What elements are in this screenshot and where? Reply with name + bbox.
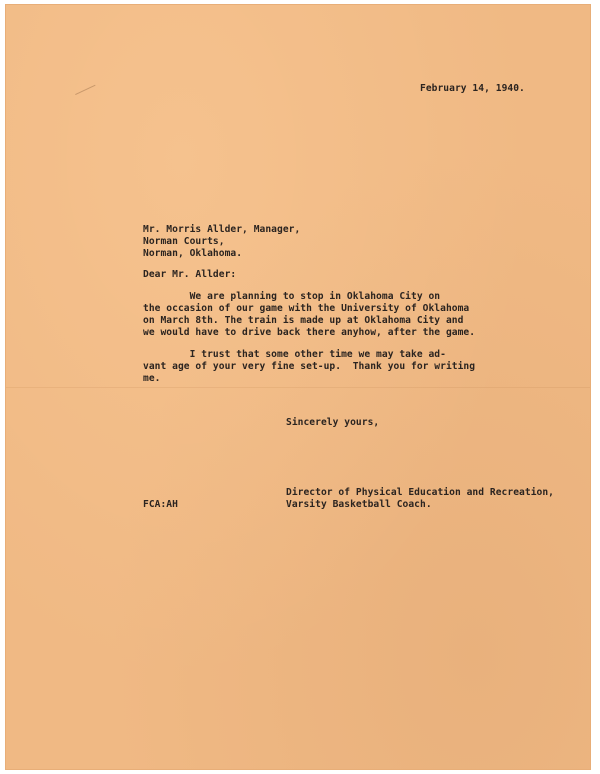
recipient-line-1: Mr. Morris Allder, Manager, xyxy=(143,224,301,235)
signature-title-line-2: Varsity Basketball Coach. xyxy=(286,499,432,510)
pencil-mark xyxy=(75,85,99,102)
body-paragraph-2-line-1: I trust that some other time we may take ad- xyxy=(143,349,446,360)
letter-date: February 14, 1940. xyxy=(420,83,525,94)
letter-page xyxy=(6,5,590,769)
body-paragraph-1-line-1: We are planning to stop in Oklahoma City on xyxy=(143,291,441,302)
body-paragraph-1-line-3: on March 8th. The train is made up at Oklahoma City and xyxy=(143,315,464,326)
closing: Sincerely yours, xyxy=(286,417,380,428)
body-paragraph-2-line-3: me. xyxy=(143,373,161,384)
salutation: Dear Mr. Allder: xyxy=(143,269,237,280)
fold-line xyxy=(6,387,590,388)
body-paragraph-1-line-2: the occasion of our game with the University of Oklahoma xyxy=(143,303,470,314)
reference-initials: FCA:AH xyxy=(143,499,178,510)
signature-title-line-1: Director of Physical Education and Recreation, xyxy=(286,487,554,498)
recipient-line-2: Norman Courts, xyxy=(143,236,225,247)
recipient-line-3: Norman, Oklahoma. xyxy=(143,248,243,259)
body-paragraph-1-line-4: we would have to drive back there anyhow, after the game. xyxy=(143,327,476,338)
body-paragraph-2-line-2: vant age of your very fine set-up. Thank you for writing xyxy=(143,361,476,372)
